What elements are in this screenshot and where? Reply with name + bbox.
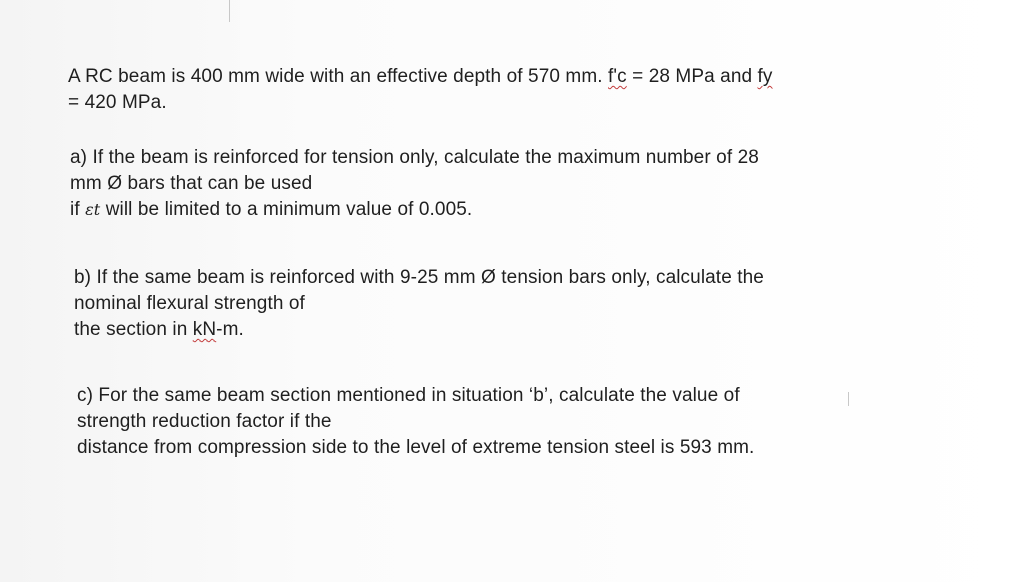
question-b (74, 265, 764, 343)
question-c-line-1: c) For the same beam section mentioned in situation ‘b’, calculate the value of (77, 385, 740, 406)
question-b-line-3 (74, 317, 764, 343)
intro-line-1 (68, 64, 773, 90)
question-a-line-1: a) If the beam is reinforced for tension only, calculate the maximum number of 28 (70, 147, 759, 168)
question-b-text-2: -m. (216, 319, 244, 340)
question-a-line-2: mm Ø bars that can be used (70, 173, 313, 194)
question-b-line-1: b) If the same beam is reinforced with 9-25 mm Ø tension bars only, calculate the (74, 267, 764, 288)
kn-unit: kN (192, 319, 217, 340)
intro-line-2: = 420 MPa. (68, 92, 167, 113)
question-a-text-1: if (70, 199, 86, 220)
intro-text-1: A RC beam is 400 mm wide with an effective depth of 570 mm. (68, 66, 609, 87)
question-a (70, 145, 759, 223)
problem-intro (68, 64, 773, 116)
scan-mark-top (229, 0, 230, 22)
fc-symbol: f'c (608, 66, 627, 87)
question-b-text-1: the section in (74, 319, 193, 340)
question-a-text-2: will be limited to a minimum value of 0.005. (100, 199, 473, 220)
intro-text-2: = 28 MPa and (626, 66, 758, 87)
epsilon-t-symbol: εt (85, 200, 101, 219)
scan-mark-right (848, 392, 849, 406)
fy-symbol: fy (757, 66, 773, 87)
question-c-line-2: strength reduction factor if the (77, 411, 332, 432)
question-a-line-3 (70, 197, 759, 223)
question-b-line-2: nominal flexural strength of (74, 293, 305, 314)
question-c (77, 383, 754, 461)
question-c-line-3: distance from compression side to the level of extreme tension steel is 593 mm. (77, 437, 755, 458)
